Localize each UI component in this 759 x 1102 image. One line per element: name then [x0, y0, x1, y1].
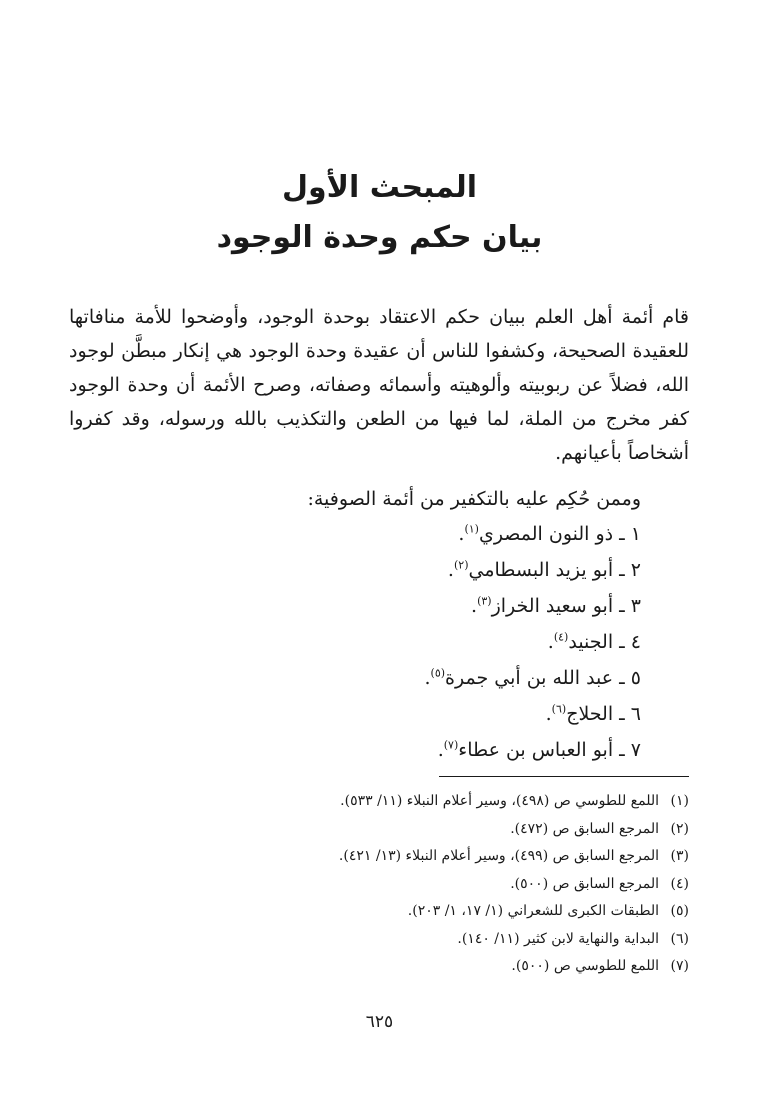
list-item: ٥ ـ عبد الله بن أبي جمرة$^{(٥)}$. — [424, 660, 641, 696]
footnotes — [339, 788, 689, 981]
footnote-divider — [439, 776, 689, 777]
footnote-number: (٣) — [670, 848, 689, 864]
footnote — [339, 816, 689, 844]
list-item: ٣ ـ أبو سعيد الخراز$^{(٣)}$. — [424, 588, 641, 624]
footnote-text: البداية والنهاية لابن كثير (١١/ ١٤٠). — [457, 930, 659, 947]
list-item: ٧ ـ أبو العباس بن عطاء$^{(٧)}$. — [424, 732, 641, 768]
list-item: ١ ـ ذو النون المصري$^{(١)}$. — [424, 516, 641, 552]
footnote — [339, 788, 689, 816]
chapter-subtitle: بيان حكم وحدة الوجود — [216, 220, 543, 255]
page-number: ٦٢٥ — [365, 1012, 394, 1032]
list-item-name: أبو العباس بن عطاء — [458, 739, 614, 761]
list-item-number: ١ ـ — [619, 523, 641, 545]
list-item: ٦ ـ الحلاج$^{(٦)}$. — [424, 696, 641, 732]
list-item-name: عبد الله بن أبي جمرة — [445, 667, 614, 689]
sufi-list — [424, 516, 641, 768]
footnote-number: (٢) — [670, 820, 689, 837]
list-item-number: ٧ ـ — [619, 739, 641, 761]
footnote-number: (١) — [670, 793, 689, 809]
footnote-ref: (٣) — [477, 594, 492, 608]
footnote-ref: (٦) — [551, 702, 567, 716]
list-item: ٢ ـ أبو يزيد البسطامي$^{(٢)}$. — [424, 552, 641, 588]
list-item-name: الجنيد — [568, 631, 614, 653]
footnote-text: المرجع السابق ص (٤٩٩)، وسير أعلام النبلاء (١٣/ ٤٢١). — [338, 848, 659, 864]
footnote — [339, 898, 689, 926]
footnote — [339, 953, 689, 981]
list-item-number: ٣ ـ — [619, 595, 641, 617]
list-item-name: ذو النون المصري — [478, 523, 614, 545]
list-item-name: أبو يزيد البسطامي — [468, 559, 614, 581]
footnote-text: اللمع للطوسي ص (٥٠٠). — [511, 958, 659, 974]
list-item-number: ٥ ـ — [619, 667, 641, 689]
footnote-number: (٦) — [670, 930, 689, 947]
footnote-text: المرجع السابق ص (٥٠٠). — [510, 875, 659, 892]
list-item: ٤ ـ الجنيد$^{(٤)}$. — [424, 624, 641, 660]
footnote-number: (٧) — [670, 958, 689, 974]
list-intro: وممن حُكِم عليه بالتكفير من أئمة الصوفية: — [307, 488, 641, 510]
footnote — [339, 926, 689, 954]
footnote — [339, 871, 689, 899]
footnote-text: اللمع للطوسي ص (٤٩٨)، وسير أعلام النبلاء (١١/ ٥٣٣). — [340, 793, 659, 809]
body-paragraph: قام أئمة أهل العلم ببيان حكم الاعتقاد بوحدة الوجود، وأوضحوا للأمة منافاتها للعقيدة الصحيحة، وكشفوا للناس أن عقيدة وحدة الوجود هي إنكار مبطَّن لوجود الله، فضلاً عن ربوبيته وألوهيته وأسمائه وصفاته، وصرح الأئمة أن وحدة الوجود كفر مخرج من الملة، لما فيها من الطعن والتكذيب بالله ورسوله، وقد كفروا أشخاصاً بأعيانهم. — [69, 306, 689, 464]
list-item-number: ٤ ـ — [619, 631, 641, 653]
footnote-text: الطبقات الكبرى للشعراني (١/ ١٧، ١/ ٢٠٣). — [407, 903, 659, 919]
footnote-ref: (٥) — [430, 666, 446, 680]
footnote — [339, 843, 689, 871]
footnote-number: (٤) — [670, 875, 689, 892]
footnote-number: (٥) — [670, 903, 689, 919]
footnote-ref: (١) — [464, 522, 479, 536]
list-item-number: ٢ ـ — [619, 559, 641, 581]
list-item-number: ٦ ـ — [619, 703, 641, 725]
list-item-name: الحلاج — [566, 703, 614, 725]
list-item-name: أبو سعيد الخراز — [491, 595, 614, 617]
footnote-text: المرجع السابق ص (٤٧٢). — [510, 820, 659, 837]
footnote-ref: (٢) — [453, 558, 469, 572]
footnote-ref: (٤) — [553, 630, 569, 644]
chapter-title: المبحث الأول — [281, 170, 478, 205]
footnote-ref: (٧) — [443, 738, 459, 752]
